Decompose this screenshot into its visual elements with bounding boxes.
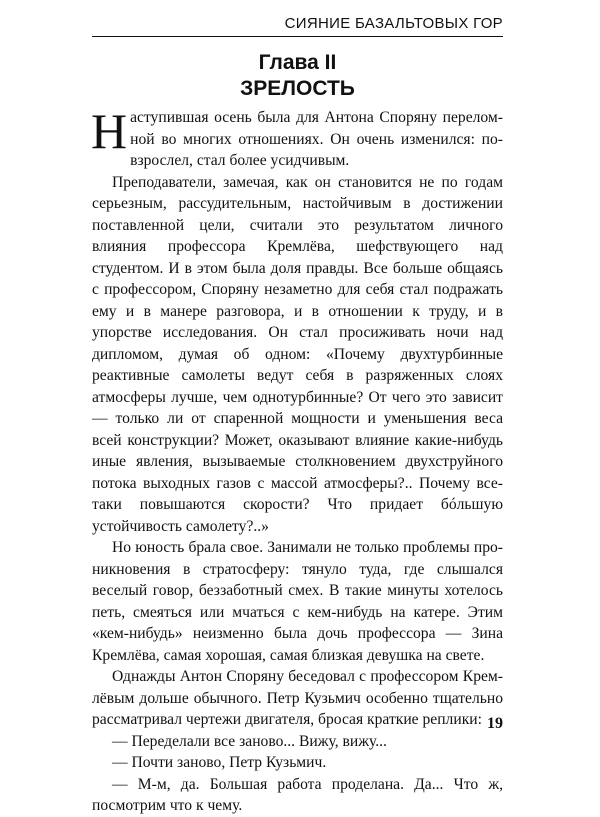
paragraph-1 <box>91 103 503 172</box>
paragraph-3: Но юность брала свое. Занимали не только проблемы проникновения в стратосферу: тянуло туда, где слышался веселый говор, беззаботный смех. В такие минуты хотелось петь, смеяться или мчаться с кем-нибудь на катере. Этим «кем-нибудь» неизменно была дочь профессора — Зина Кремлёва, самая хорошая, самая близкая девушка на свете. <box>92 539 503 664</box>
running-header: СИЯНИЕ БАЗАЛЬТОВЫХ ГОР <box>92 15 503 37</box>
body-text <box>91 103 503 817</box>
paragraph-1-text: аступившая осень была для Антона Споряну переломной во многих отношениях. Он очень изменился: повзрослел, стал более усидчивым. <box>130 109 503 169</box>
dialogue-line-2: — Почти заново, Петр Кузьмич. <box>112 754 327 771</box>
page-number: 19 <box>487 715 503 732</box>
chapter-number: Глава II <box>258 51 337 74</box>
paragraph-2: Преподаватели, замечая, как он становится не по годам серьезным, рассудительным, настойчивым в достижении поставленной цели, считали это результатом личного влияния профессора Кремлёва, шефствующего над студентом. И в этом была доля правды. Все больше общаясь с профессором, Споряну незаметно для себя стал подражать ему и в манере разговора, и в отношении к труду, и в упорстве исследования. Он стал просиживать ночи над дипломом, думая об одном: «Почему двухтурбинные реактивные самолеты ведут себя в разряженных слоях атмосферы лучше, чем однотурбинные? От чего это зависит — только ли от спаренной мощности и уменьшения веса всей конструкции? Может, оказывают влияние какие-нибудь иные явления, вызываемые столкновением двухструйного потока выходных газов с массой атмосферы?.. Почему все-таки повышаются скорости? Что придает бóльшую устойчивость самолету?..» <box>92 173 503 535</box>
drop-cap: Н <box>91 103 128 159</box>
dialogue-line-1: — Переделали все заново... Вижу, вижу... <box>112 732 387 750</box>
dialogue-line-3: — М-м, да. Большая работа проделана. Да... Что ж, посмотрим что к чему. <box>92 775 503 814</box>
chapter-title: ЗРЕЛОСТЬ <box>240 77 355 100</box>
paragraph-4: Однажды Антон Споряну беседовал с профессором Кремлёвым дольше обычного. Петр Кузьмич особенно тщательно рассматривал чертежи двигателя, бросая краткие реплики: <box>92 668 503 728</box>
chapter-heading <box>92 50 503 102</box>
